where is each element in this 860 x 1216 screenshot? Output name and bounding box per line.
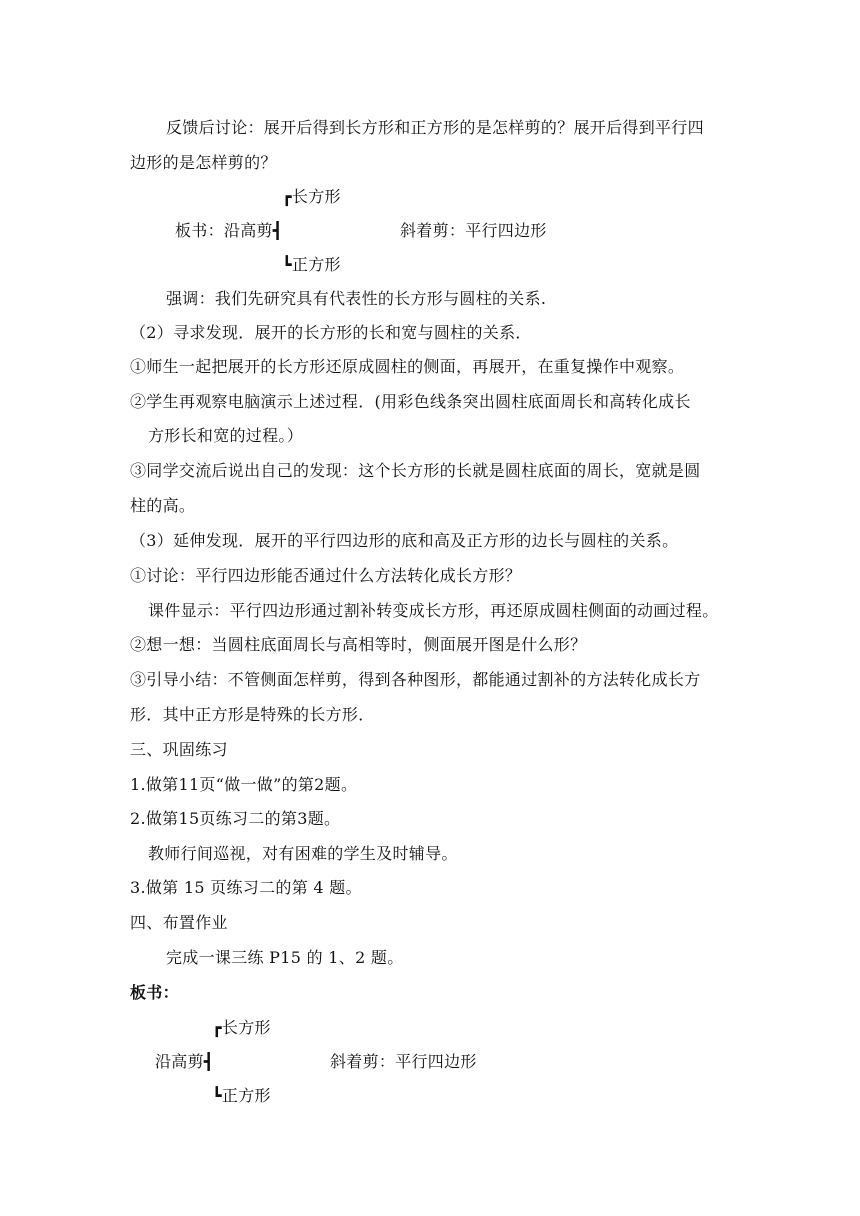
step2-item-3-line-1: ③同学交流后说出自己的发现：这个长方形的长就是圆柱底面的周长，宽就是圆 xyxy=(130,461,701,480)
final-board-right: 斜着剪：平行四边形 xyxy=(330,1052,477,1071)
final-board-left: 沿高剪┫ xyxy=(155,1052,214,1071)
homework-task: 完成一课三练 P15 的 1、2 题。 xyxy=(166,948,404,967)
step2-item-2-line-2: 方形长和宽的过程。） xyxy=(148,426,304,445)
practice-item-3: 3.做第 15 页练习二的第 4 题。 xyxy=(130,878,362,897)
step3-item-2: ②想一想：当圆柱底面周长与高相等时，侧面展开图是什么形？ xyxy=(130,635,587,654)
step3-item-3-line-2: 形．其中正方形是特殊的长方形． xyxy=(130,705,375,724)
emphasis-line: 强调：我们先研究具有代表性的长方形与圆柱的关系. xyxy=(166,289,547,308)
step3-title: （3）延伸发现．展开的平行四边形的底和高及正方形的边长与圆柱的关系。 xyxy=(130,531,679,550)
step2-item-1: ①师生一起把展开的长方形还原成圆柱的侧面，再展开，在重复操作中观察。 xyxy=(130,357,685,376)
board-diagram-bottom: ┗正方形 xyxy=(282,255,341,274)
board-label: 板书： xyxy=(130,983,179,1002)
step3-courseware-note: 课件显示：平行四边形通过割补转变成长方形，再还原成圆柱侧面的动画过程。 xyxy=(148,601,719,620)
step3-item-3-line-1: ③引导小结：不管侧面怎样剪，得到各种图形，都能通过割补的方法转化成长方 xyxy=(130,670,701,689)
practice-heading: 三、巩固练习 xyxy=(130,740,228,759)
step2-item-2-line-1: ②学生再观察电脑演示上述过程．(用彩色线条突出圆柱底面周长和高转化成长 xyxy=(130,392,691,411)
feedback-discussion-line-1: 反馈后讨论：展开后得到长方形和正方形的是怎样剪的？展开后得到平行四 xyxy=(166,118,704,137)
feedback-discussion-line-2: 边形的是怎样剪的？ xyxy=(130,153,277,172)
step2-title: （2）寻求发现．展开的长方形的长和宽与圆柱的关系． xyxy=(130,323,532,342)
teacher-note: 教师行间巡视，对有困难的学生及时辅导。 xyxy=(148,844,458,863)
practice-item-2: 2.做第15页练习二的第3题。 xyxy=(130,809,341,828)
board-diagram-top: ┏长方形 xyxy=(282,187,341,206)
final-board-bottom: ┗正方形 xyxy=(212,1086,271,1105)
final-board-top: ┏长方形 xyxy=(212,1018,271,1037)
board-diagram-left: 板书：沿高剪┫ xyxy=(175,221,283,240)
step2-item-3-line-2: 柱的高。 xyxy=(130,496,196,515)
step3-item-1: ①讨论：平行四边形能否通过什么方法转化成长方形？ xyxy=(130,566,522,585)
homework-heading: 四、布置作业 xyxy=(130,913,228,932)
board-diagram-right: 斜着剪：平行四边形 xyxy=(400,221,547,240)
practice-item-1: 1.做第11页“做一做”的第2题。 xyxy=(130,775,358,794)
